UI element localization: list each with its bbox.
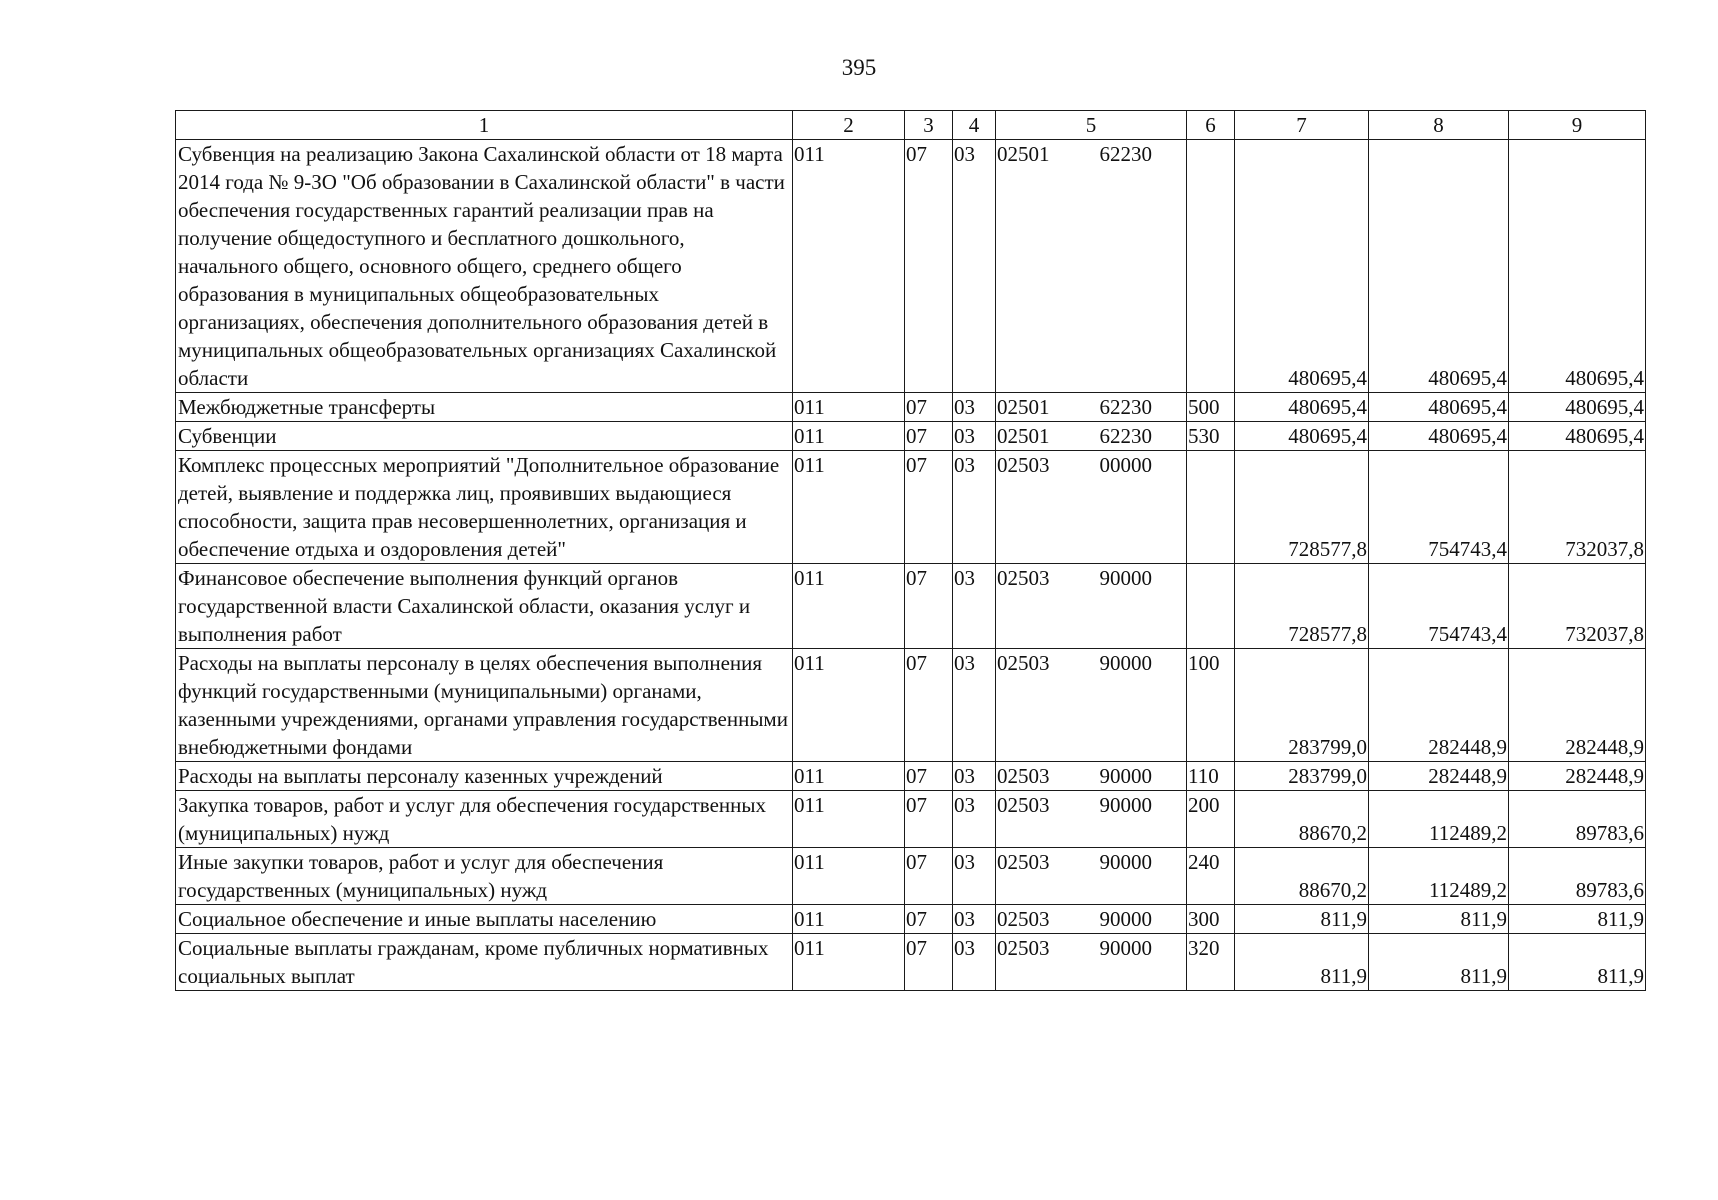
amount-col9-cell: 282448,9 <box>1509 762 1646 791</box>
target-article-part-2: 62230 <box>1099 395 1152 419</box>
amount-col8-cell: 480695,4 <box>1369 422 1509 451</box>
target-article-cell <box>996 762 1187 791</box>
table-row <box>176 564 1646 649</box>
section-code-cell: 011 <box>793 848 905 905</box>
header-cell: 3 <box>905 111 953 140</box>
header-cell: 8 <box>1369 111 1509 140</box>
table-row <box>176 791 1646 848</box>
subsection-code-cell: 03 <box>953 762 996 791</box>
target-article-cell <box>996 451 1187 564</box>
row-name-cell: Субвенция на реализацию Закона Сахалинской области от 18 марта 2014 года № 9-ЗО "Об образовании в Сахалинской области" в части обеспечения государственных гарантий реализации прав на получение общедоступного и бесплатного дошкольного, начального общего, основного общего, среднего общего образования в муниципальных общеобразовательных организациях, обеспечения дополнительного образования детей в муниципальных общеобразовательных организациях Сахалинской области <box>176 140 793 393</box>
subsection-code-cell: 03 <box>953 393 996 422</box>
row-name-cell: Расходы на выплаты персоналу казенных учреждений <box>176 762 793 791</box>
amount-col8-cell: 811,9 <box>1369 905 1509 934</box>
subsection-code-cell: 03 <box>953 451 996 564</box>
subsection-code-cell: 03 <box>953 422 996 451</box>
amount-col7-cell: 283799,0 <box>1235 649 1369 762</box>
table-row <box>176 422 1646 451</box>
amount-col9-cell: 89783,6 <box>1509 848 1646 905</box>
amount-col9-cell: 732037,8 <box>1509 451 1646 564</box>
chapter-code-cell: 07 <box>905 905 953 934</box>
table-header <box>176 111 1646 140</box>
header-cell: 4 <box>953 111 996 140</box>
table-row <box>176 762 1646 791</box>
expense-type-cell: 240 <box>1187 848 1235 905</box>
header-cell: 1 <box>176 111 793 140</box>
row-name-cell: Расходы на выплаты персоналу в целях обеспечения выполнения функций государственными (муниципальными) органами, казенными учреждениями, органами управления государственными внебюджетными фондами <box>176 649 793 762</box>
expense-type-cell <box>1187 140 1235 393</box>
amount-col8-cell: 754743,4 <box>1369 451 1509 564</box>
target-article-cell <box>996 905 1187 934</box>
chapter-code-cell: 07 <box>905 791 953 848</box>
chapter-code-cell: 07 <box>905 934 953 991</box>
section-code-cell: 011 <box>793 451 905 564</box>
target-article-part-2: 90000 <box>1099 651 1152 675</box>
row-name-cell: Финансовое обеспечение выполнения функций органов государственной власти Сахалинской области, оказания услуг и выполнения работ <box>176 564 793 649</box>
amount-col8-cell: 282448,9 <box>1369 649 1509 762</box>
target-article-split <box>997 140 1184 168</box>
target-article-part-1: 02503 <box>997 453 1050 477</box>
amount-col9-cell: 811,9 <box>1509 905 1646 934</box>
target-article-part-1: 02503 <box>997 566 1050 590</box>
subsection-code-cell: 03 <box>953 934 996 991</box>
amount-col9-cell: 811,9 <box>1509 934 1646 991</box>
table-row <box>176 934 1646 991</box>
target-article-split <box>997 422 1184 450</box>
amount-col9-cell: 282448,9 <box>1509 649 1646 762</box>
table-row <box>176 451 1646 564</box>
amount-col8-cell: 282448,9 <box>1369 762 1509 791</box>
section-code-cell: 011 <box>793 649 905 762</box>
target-article-cell <box>996 649 1187 762</box>
amount-col9-cell: 89783,6 <box>1509 791 1646 848</box>
amount-col9-cell: 480695,4 <box>1509 393 1646 422</box>
subsection-code-cell: 03 <box>953 791 996 848</box>
target-article-part-1: 02501 <box>997 142 1050 166</box>
target-article-part-1: 02503 <box>997 907 1050 931</box>
header-cell: 6 <box>1187 111 1235 140</box>
row-name-cell: Комплекс процессных мероприятий "Дополнительное образование детей, выявление и поддержка лиц, проявивших выдающиеся способности, защита прав несовершеннолетних, организация и обеспечение отдыха и оздоровления детей" <box>176 451 793 564</box>
target-article-part-2: 00000 <box>1099 453 1152 477</box>
target-article-split <box>997 848 1184 876</box>
target-article-split <box>997 564 1184 592</box>
amount-col8-cell: 112489,2 <box>1369 791 1509 848</box>
target-article-split <box>997 762 1184 790</box>
header-cell: 5 <box>996 111 1187 140</box>
chapter-code-cell: 07 <box>905 848 953 905</box>
amount-col9-cell: 480695,4 <box>1509 140 1646 393</box>
amount-col7-cell: 728577,8 <box>1235 564 1369 649</box>
subsection-code-cell: 03 <box>953 564 996 649</box>
header-cell: 9 <box>1509 111 1646 140</box>
table-row <box>176 140 1646 393</box>
subsection-code-cell: 03 <box>953 848 996 905</box>
page-number: 395 <box>841 55 877 80</box>
amount-col7-cell: 480695,4 <box>1235 393 1369 422</box>
amount-col7-cell: 811,9 <box>1235 905 1369 934</box>
expense-type-cell <box>1187 451 1235 564</box>
target-article-split <box>997 393 1184 421</box>
target-article-cell <box>996 140 1187 393</box>
subsection-code-cell: 03 <box>953 905 996 934</box>
target-article-cell <box>996 934 1187 991</box>
target-article-split <box>997 649 1184 677</box>
expense-type-cell: 200 <box>1187 791 1235 848</box>
target-article-part-1: 02503 <box>997 651 1050 675</box>
target-article-part-1: 02501 <box>997 395 1050 419</box>
table-row <box>176 649 1646 762</box>
target-article-part-2: 90000 <box>1099 850 1152 874</box>
chapter-code-cell: 07 <box>905 649 953 762</box>
row-name-cell: Межбюджетные трансферты <box>176 393 793 422</box>
target-article-part-1: 02503 <box>997 936 1050 960</box>
chapter-code-cell: 07 <box>905 140 953 393</box>
expense-type-cell: 300 <box>1187 905 1235 934</box>
amount-col8-cell: 112489,2 <box>1369 848 1509 905</box>
header-cell: 7 <box>1235 111 1369 140</box>
target-article-cell <box>996 422 1187 451</box>
header-row <box>176 111 1646 140</box>
target-article-cell <box>996 564 1187 649</box>
target-article-part-1: 02503 <box>997 764 1050 788</box>
section-code-cell: 011 <box>793 762 905 791</box>
target-article-part-1: 02503 <box>997 850 1050 874</box>
amount-col7-cell: 88670,2 <box>1235 848 1369 905</box>
expense-type-cell: 530 <box>1187 422 1235 451</box>
section-code-cell: 011 <box>793 791 905 848</box>
amount-col7-cell: 480695,4 <box>1235 140 1369 393</box>
section-code-cell: 011 <box>793 422 905 451</box>
chapter-code-cell: 07 <box>905 422 953 451</box>
row-name-cell: Закупка товаров, работ и услуг для обеспечения государственных (муниципальных) нужд <box>176 791 793 848</box>
section-code-cell: 011 <box>793 564 905 649</box>
target-article-part-2: 90000 <box>1099 907 1152 931</box>
expense-type-cell: 110 <box>1187 762 1235 791</box>
table-row <box>176 393 1646 422</box>
target-article-part-2: 90000 <box>1099 793 1152 817</box>
target-article-part-2: 90000 <box>1099 936 1152 960</box>
chapter-code-cell: 07 <box>905 564 953 649</box>
expense-type-cell: 500 <box>1187 393 1235 422</box>
subsection-code-cell: 03 <box>953 140 996 393</box>
chapter-code-cell: 07 <box>905 393 953 422</box>
section-code-cell: 011 <box>793 140 905 393</box>
amount-col7-cell: 811,9 <box>1235 934 1369 991</box>
budget-table <box>175 110 1646 991</box>
amount-col7-cell: 480695,4 <box>1235 422 1369 451</box>
target-article-cell <box>996 791 1187 848</box>
amount-col7-cell: 88670,2 <box>1235 791 1369 848</box>
expense-type-cell: 320 <box>1187 934 1235 991</box>
target-article-split <box>997 934 1184 962</box>
target-article-part-2: 90000 <box>1099 764 1152 788</box>
target-article-cell <box>996 848 1187 905</box>
target-article-part-2: 62230 <box>1099 424 1152 448</box>
expense-type-cell <box>1187 564 1235 649</box>
section-code-cell: 011 <box>793 934 905 991</box>
amount-col8-cell: 480695,4 <box>1369 140 1509 393</box>
target-article-split <box>997 905 1184 933</box>
amount-col7-cell: 728577,8 <box>1235 451 1369 564</box>
amount-col7-cell: 283799,0 <box>1235 762 1369 791</box>
table-row <box>176 848 1646 905</box>
expense-type-cell: 100 <box>1187 649 1235 762</box>
amount-col9-cell: 732037,8 <box>1509 564 1646 649</box>
row-name-cell: Социальные выплаты гражданам, кроме публичных нормативных социальных выплат <box>176 934 793 991</box>
row-name-cell: Социальное обеспечение и иные выплаты населению <box>176 905 793 934</box>
section-code-cell: 011 <box>793 905 905 934</box>
table-row <box>176 905 1646 934</box>
table-body <box>176 140 1646 991</box>
target-article-split <box>997 451 1184 479</box>
target-article-part-1: 02501 <box>997 424 1050 448</box>
row-name-cell: Субвенции <box>176 422 793 451</box>
target-article-split <box>997 791 1184 819</box>
header-cell: 2 <box>793 111 905 140</box>
row-name-cell: Иные закупки товаров, работ и услуг для обеспечения государственных (муниципальных) нужд <box>176 848 793 905</box>
chapter-code-cell: 07 <box>905 762 953 791</box>
amount-col9-cell: 480695,4 <box>1509 422 1646 451</box>
target-article-part-2: 90000 <box>1099 566 1152 590</box>
section-code-cell: 011 <box>793 393 905 422</box>
chapter-code-cell: 07 <box>905 451 953 564</box>
amount-col8-cell: 811,9 <box>1369 934 1509 991</box>
target-article-cell <box>996 393 1187 422</box>
amount-col8-cell: 754743,4 <box>1369 564 1509 649</box>
target-article-part-2: 62230 <box>1099 142 1152 166</box>
amount-col8-cell: 480695,4 <box>1369 393 1509 422</box>
subsection-code-cell: 03 <box>953 649 996 762</box>
target-article-part-1: 02503 <box>997 793 1050 817</box>
